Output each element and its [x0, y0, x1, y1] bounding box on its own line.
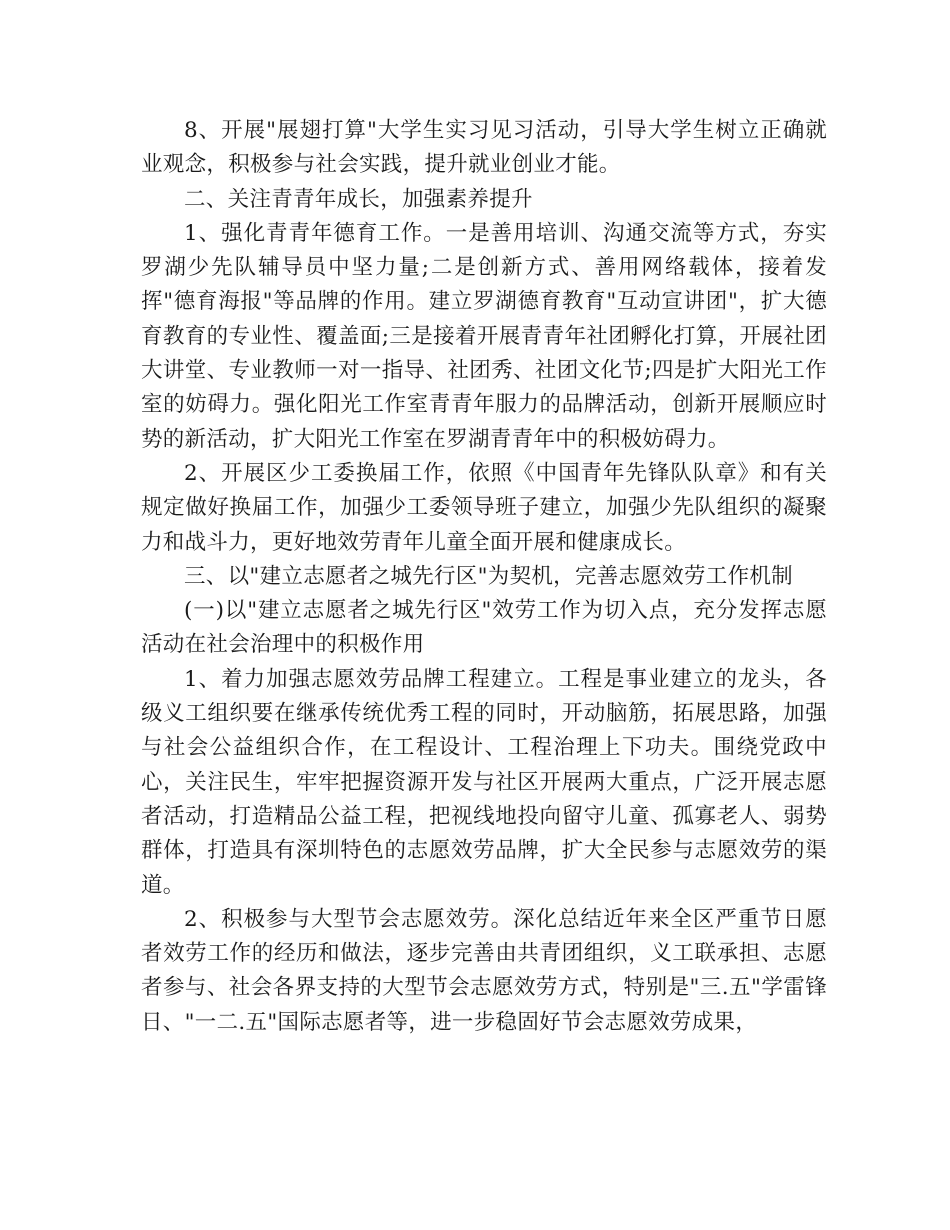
subsection-heading-1: (一)以"建立志愿者之城先行区"效劳工作为切入点，充分发挥志愿活动在社会治理中的积极作用	[141, 598, 827, 658]
paragraph-festival-volunteer: 2、积极参与大型节会志愿效劳。深化总结近年来全区严重节日愿者效劳工作的经历和做法，逐步完善由共青团组织，义工联承担、志愿者参与、社会各界支持的大型节会志愿效劳方式，特别是"三.五"学雷锋日、"一二.五"国际志愿者等，进一步稳固好节会志愿效劳成果，	[141, 906, 827, 1035]
paragraph-volunteer-brand: 1、着力加强志愿效劳品牌工程建立。工程是事业建立的龙头，各级义工组织要在继承传统优秀工程的同时，开动脑筋，拓展思路，加强与社会公益组织合作，在工程设计、工程治理上下功夫。围绕党政中心，关注民生，牢牢把握资源开发与社区开展两大重点，广泛开展志愿者活动，打造精品公益工程，把视线地投向留守儿童、孤寡老人、弱势群体，打造具有深圳特色的志愿效劳品牌，扩大全民参与志愿效劳的渠道。	[141, 666, 827, 898]
section-heading-2: 二、关注青青年成长，加强素养提升	[184, 186, 533, 212]
document-body	[141, 114, 827, 1040]
section-heading-3: 三、以"建立志愿者之城先行区"为契机，完善志愿效劳工作机制	[184, 563, 793, 589]
paragraph-item-8: 8、开展"展翅打算"大学生实习见习活动，引导大学生树立正确就业观念，积极参与社会实践，提升就业创业才能。	[141, 118, 827, 178]
paragraph-moral-education: 1、强化青青年德育工作。一是善用培训、沟通交流等方式，夯实罗湖少先队辅导员中坚力量;二是创新方式、善用网络载体，接着发挥"德育海报"等品牌的作用。建立罗湖德育教育"互动宣讲团"，扩大德育教育的专业性、覆盖面;三是接着开展青青年社团孵化打算，开展社团大讲堂、专业教师一对一指导、社团秀、社团文化节;四是扩大阳光工作室的妨碍力。强化阳光工作室青青年服力的品牌活动，创新开展顺应时势的新活动，扩大阳光工作室在罗湖青青年中的积极妨碍力。	[141, 220, 827, 452]
paragraph-youth-committee: 2、开展区少工委换届工作，依照《中国青年先锋队队章》和有关规定做好换届工作，加强少工委领导班子建立，加强少先队组织的凝聚力和战斗力，更好地效劳青年儿童全面开展和健康成长。	[141, 460, 827, 555]
